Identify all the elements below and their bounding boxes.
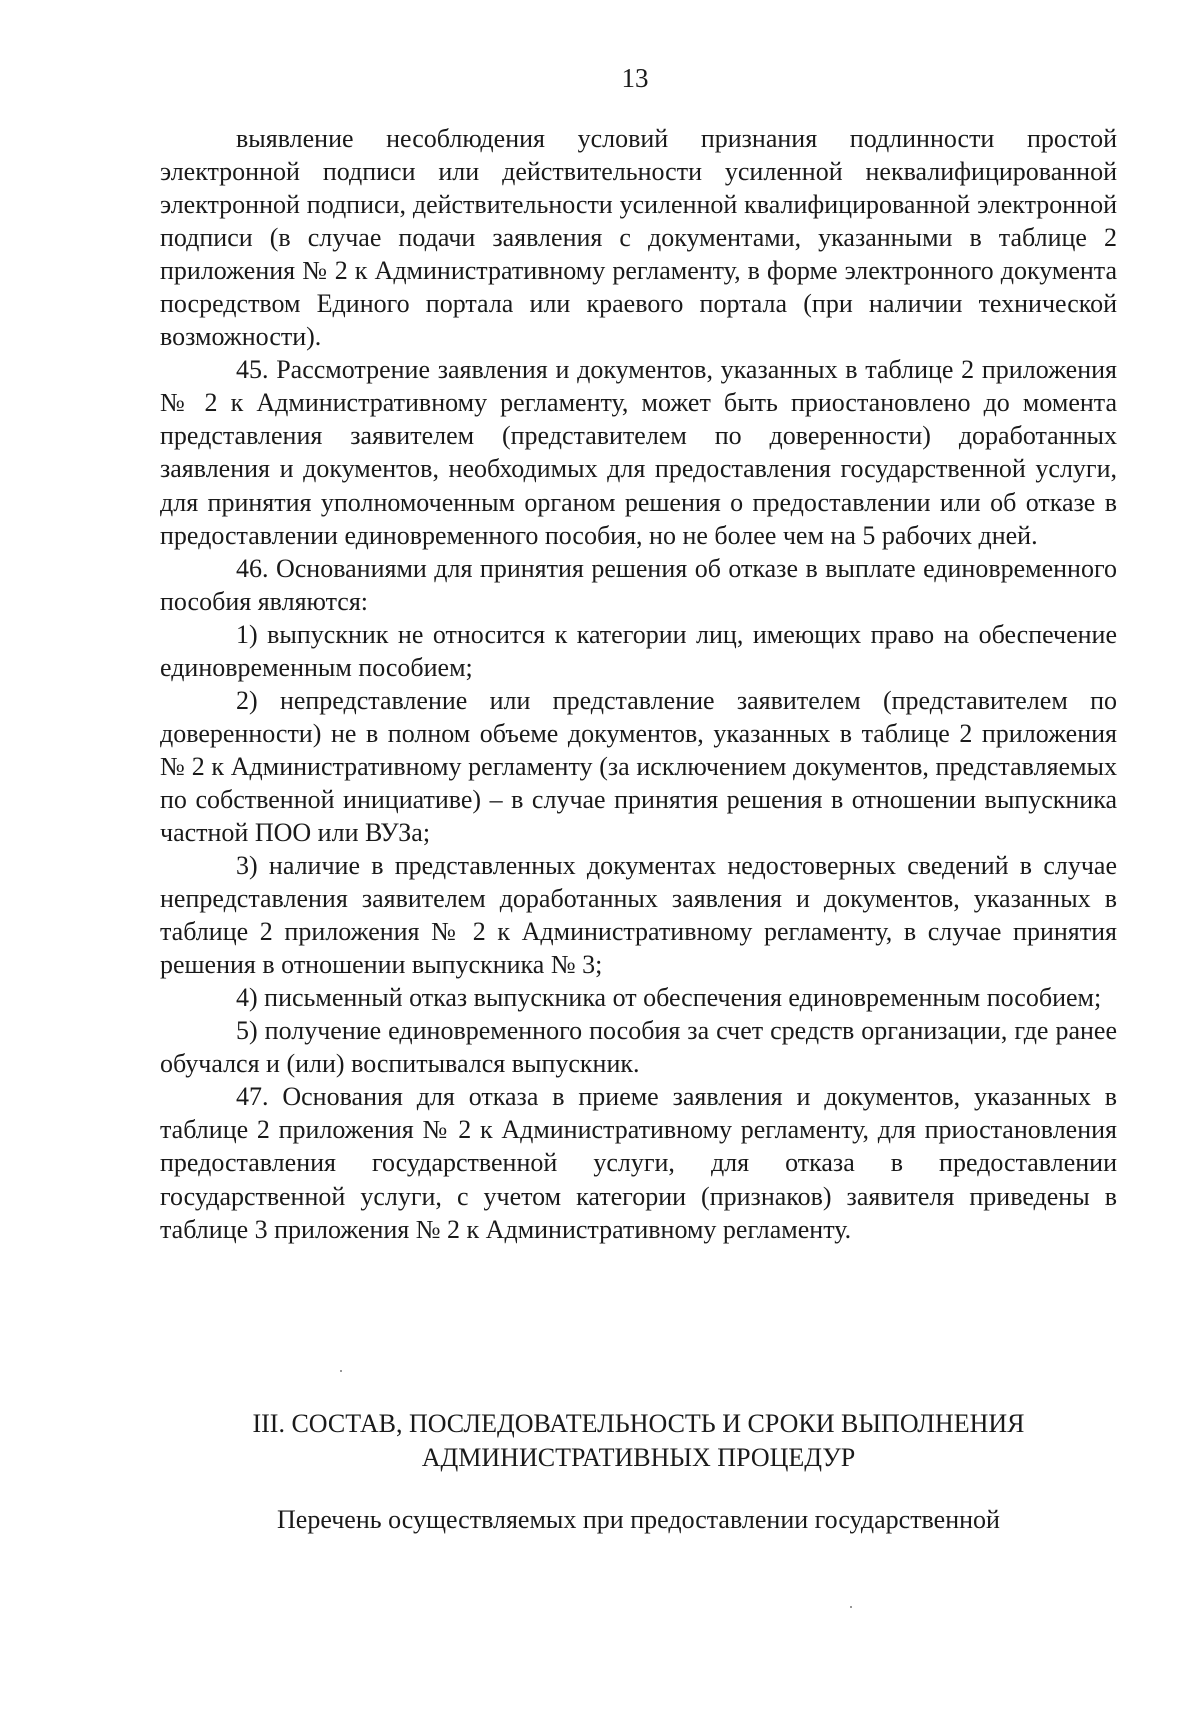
paragraph-47: 47. Основания для отказа в приеме заявления и документов, указанных в таблице 2 приложения № 2 к Административному регламенту, для приостановления предоставления государственной услуги, для отказа в предоставлении государственной услуги, с учетом категории (признаков) заявителя приведены в таблице 3 приложения № 2 к Административному регламенту. [160,1082,1117,1244]
list-item-3: 3) наличие в представленных документах недостоверных сведений в случае непредставления заявителем доработанных заявления и документов, указанных в таблице 2 приложения № 2 к Административному регламенту, в случае принятия решения в отношении выпускника № 3; [160,851,1117,980]
scan-speck [340,1370,342,1372]
list-item-5: 5) получение единовременного пособия за счет средств организации, где ранее обучался и (или) воспитывался выпускник. [160,1016,1117,1079]
paragraph-46: 46. Основаниями для принятия решения об отказе в выплате единовременного пособия являются: [160,553,1117,616]
section-heading [160,1407,1117,1475]
list-item-4: 4) письменный отказ выпускника от обеспечения единовременным пособием; [236,983,1102,1013]
list-item-2: 2) непредставление или представление заявителем (представителем по доверенности) не в полном объеме документов, указанных в таблице 2 приложения № 2 к Административному регламенту (за исключением документов, представляемых по собственной инициативе) – в случае принятия решения в отношении выпускника частной ПОО или ВУЗа; [160,685,1117,847]
body-text [160,122,1117,1246]
scan-speck [850,1606,852,1608]
list-item-1: 1) выпускник не относится к категории лиц, имеющих право на обеспечение единовременным пособием; [160,619,1117,682]
page-number: 13 [621,63,649,93]
section-heading-line-2: АДМИНИСТРАТИВНЫХ ПРОЦЕДУР [421,1443,856,1472]
subsection-heading: Перечень осуществляемых при предоставлении государственной [277,1505,1000,1534]
paragraph-45: 45. Рассмотрение заявления и документов, указанных в таблице 2 приложения № 2 к Административному регламенту, может быть приостановлено до момента представления заявителем (представителем по доверенности) доработанных заявления и документов, необходимых для предоставления государственной услуги, для принятия уполномоченным органом решения о предоставлении или об отказе в предоставлении единовременного пособия, но не более чем на 5 рабочих дней. [160,355,1117,550]
paragraph-continuation: выявление несоблюдения условий признания подлинности простой электронной подписи или действительности усиленной неквалифицированной электронной подписи, действительности усиленной квалифицированной электронной подписи (в случае подачи заявления с документами, указанными в таблице 2 приложения № 2 к Административному регламенту, в форме электронного документа посредством Единого портала или краевого портала (при наличии технической возможности). [160,124,1117,352]
section-heading-line-1: III. СОСТАВ, ПОСЛЕДОВАТЕЛЬНОСТЬ И СРОКИ ВЫПОЛНЕНИЯ [252,1409,1025,1438]
